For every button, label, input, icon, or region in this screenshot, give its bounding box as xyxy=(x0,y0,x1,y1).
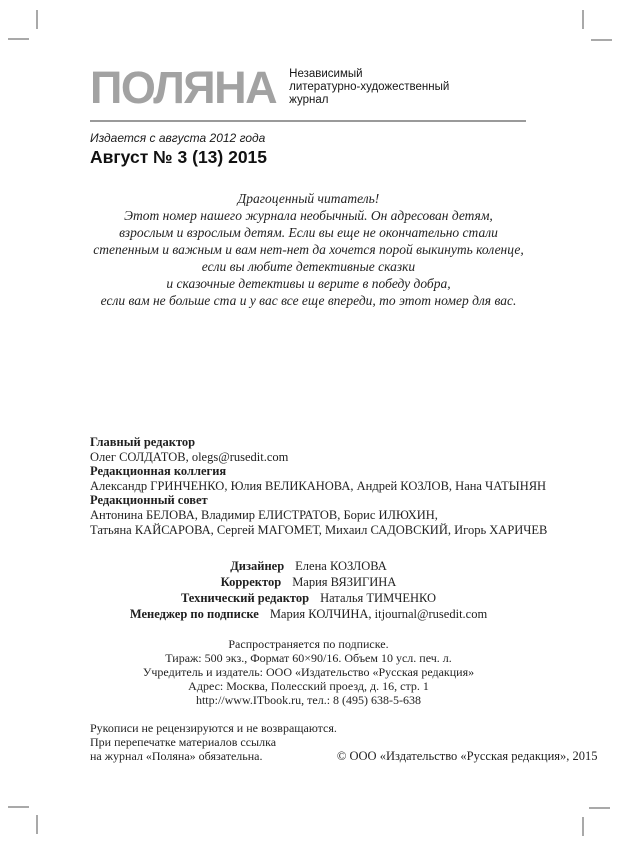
page-footer xyxy=(90,721,598,764)
tagline-line: литературно-художественный xyxy=(289,81,450,93)
chief-editor-label: Главный редактор xyxy=(90,435,196,449)
staff-role: Корректор xyxy=(220,575,282,590)
crop-mark-top-right-vertical xyxy=(582,10,584,29)
staff-name: Наталья ТИМЧЕНКО xyxy=(320,591,437,606)
staff-name: Мария КОЛЧИНА, itjournal@rusedit.com xyxy=(269,607,488,622)
staff-list xyxy=(90,558,527,622)
editorial-board-label: Редакционная коллегия xyxy=(90,464,227,479)
crop-mark-top-left-horizontal xyxy=(8,38,29,40)
copyright-line: © ООО «Издательство «Русская редакция», 2015 xyxy=(336,749,598,764)
masthead xyxy=(90,435,548,537)
staff-name: Елена КОЗЛОВА xyxy=(295,559,387,574)
notice-line: При перепечатке материалов ссылка xyxy=(90,735,277,750)
intro-line: степенным и важным и вам нет-нет да хочется порой выкинуть коленце, xyxy=(93,242,524,257)
publication-line: Тираж: 500 экз., Формат 60×90/16. Объем 10 усл. печ. л. xyxy=(165,651,452,666)
publication-line: http://www.ITbook.ru, тел.: 8 (495) 638-5-638 xyxy=(195,693,422,708)
staff-name: Мария ВЯЗИГИНА xyxy=(292,575,397,590)
issue-title: Август № 3 (13) 2015 xyxy=(90,147,268,167)
editorial-council-line: Татьяна КАЙСАРОВА, Сергей МАГОМЕТ, Михаил САДОВСКИЙ, Игорь ХАРИЧЕВ xyxy=(90,522,548,537)
intro-line: Драгоценный читатель! xyxy=(237,191,380,206)
intro-line: если вы любите детективные сказки xyxy=(201,259,416,274)
intro-line: если вам не больше ста и у вас все еще впереди, то этот номер для вас. xyxy=(100,293,517,308)
staff-role: Менеджер по подписке xyxy=(129,607,259,622)
crop-mark-top-right-horizontal xyxy=(591,39,612,41)
tagline-line: журнал xyxy=(289,94,329,106)
crop-mark-top-left-vertical xyxy=(36,10,38,29)
crop-mark-bottom-left-vertical xyxy=(36,815,38,834)
intro-line: Этот номер нашего журнала необычный. Он адресован детям, xyxy=(124,208,493,223)
staff-line xyxy=(90,590,527,606)
editorial-council-line: Антонина БЕЛОВА, Владимир ЕЛИСТРАТОВ, Борис ИЛЮХИН, xyxy=(90,507,438,522)
staff-line xyxy=(90,574,527,590)
crop-mark-bottom-right-vertical xyxy=(582,817,584,836)
publication-line: Распространяется по подписке. xyxy=(228,637,389,652)
intro-line: взрослым и взрослым детям. Если вы еще не окончательно стали xyxy=(119,225,498,240)
notice-line: Рукописи не рецензируются и не возвращаются. xyxy=(90,721,337,736)
chief-editor-value: Олег СОЛДАТОВ, olegs@rusedit.com xyxy=(90,449,289,464)
publication-line: Адрес: Москва, Полесский проезд, д. 16, стр. 1 xyxy=(188,679,429,694)
page-content xyxy=(90,62,598,764)
staff-line xyxy=(90,606,527,622)
publication-details xyxy=(90,637,527,707)
tagline-line: Независимый xyxy=(289,68,363,80)
staff-role: Дизайнер xyxy=(230,559,285,574)
staff-role: Технический редактор xyxy=(180,591,310,606)
publication-line: Учредитель и издатель: ООО «Издательство «Русская редакция» xyxy=(142,665,475,680)
staff-line xyxy=(90,558,527,574)
readers-address xyxy=(90,190,527,309)
journal-logo: ПОЛЯНА xyxy=(90,62,277,113)
crop-mark-bottom-left-horizontal xyxy=(8,806,29,808)
manuscript-notice xyxy=(90,721,337,763)
editorial-board-value: Александр ГРИНЧЕНКО, Юлия ВЕЛИКАНОВА, Андрей КОЗЛОВ, Нана ЧАТЫНЯН xyxy=(90,478,547,493)
intro-line: и сказочные детективы и верите в победу добра, xyxy=(166,276,451,291)
published-since-line: Издается с августа 2012 года xyxy=(90,131,266,145)
header-divider xyxy=(90,120,526,122)
notice-line: на журнал «Поляна» обязательна. xyxy=(90,749,263,764)
journal-header xyxy=(90,62,527,113)
crop-mark-bottom-right-horizontal xyxy=(589,807,610,809)
editorial-council-label: Редакционный совет xyxy=(90,493,208,508)
journal-tagline xyxy=(289,66,449,107)
